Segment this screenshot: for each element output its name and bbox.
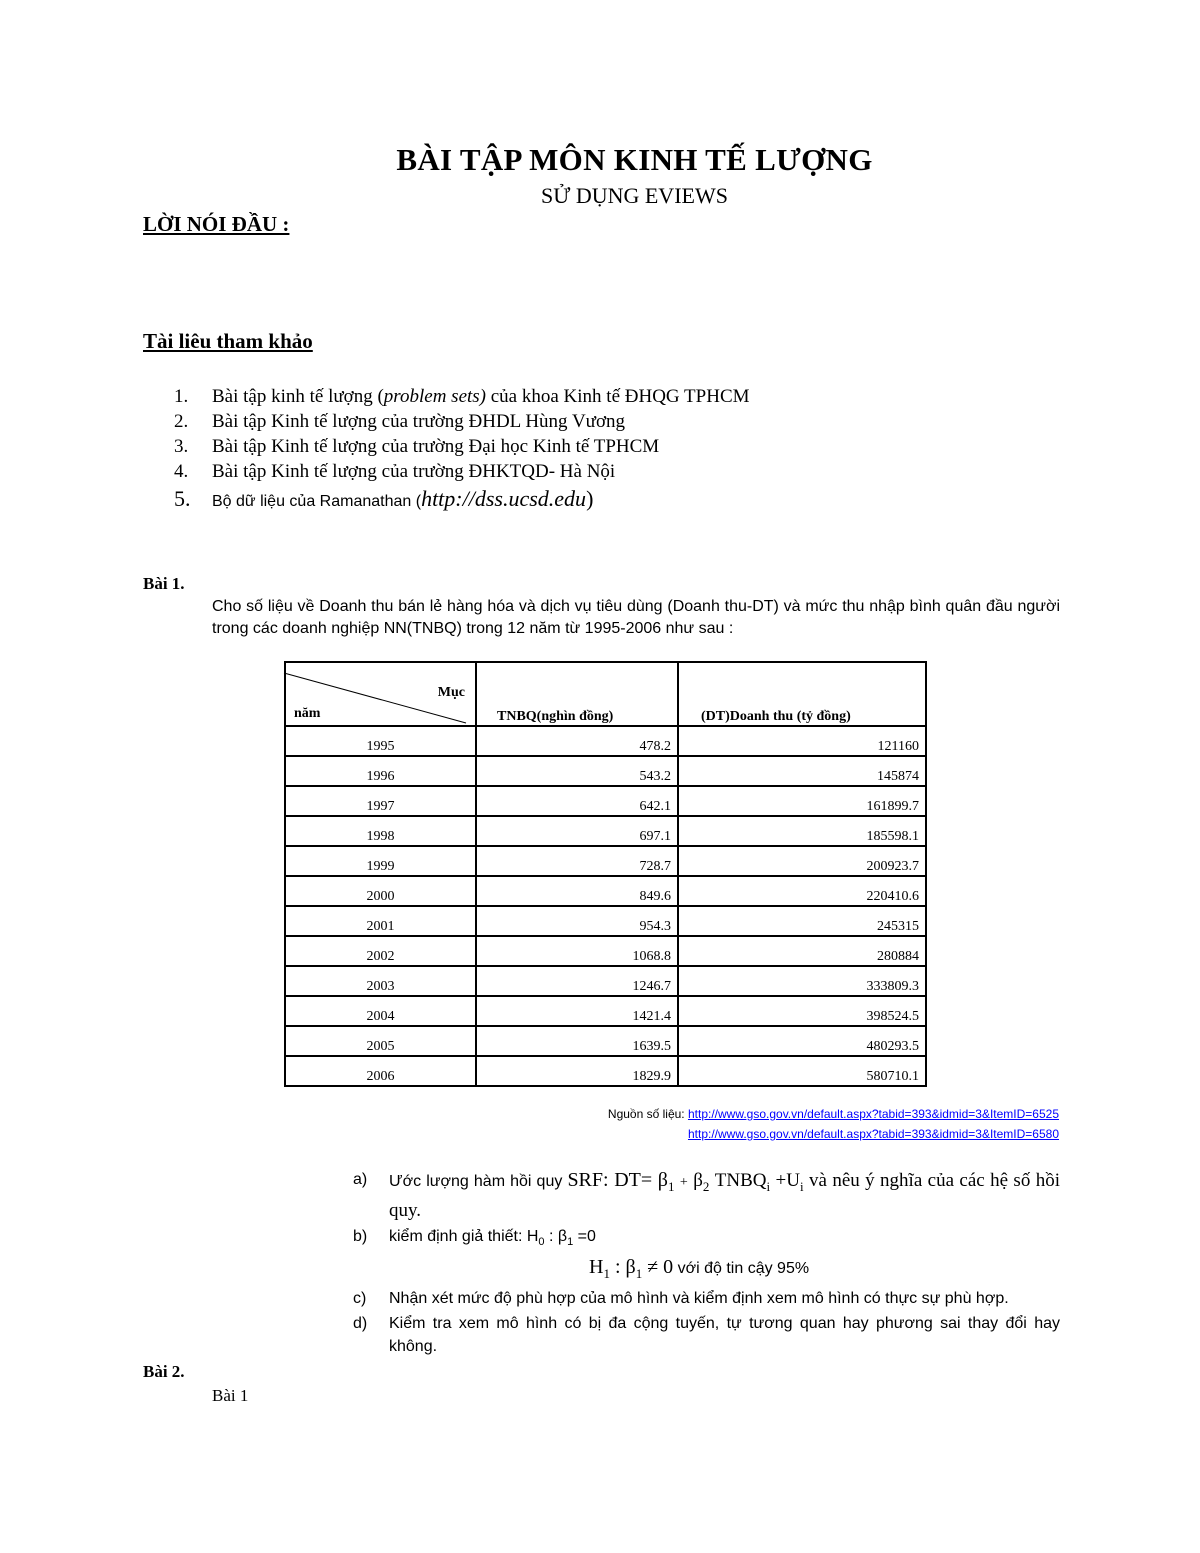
- task-d-text: Kiểm tra xem mô hình có bị đa cộng tuyến, tự tương quan hay phương sai thay đổi hay không.: [389, 1314, 1060, 1355]
- reference-item: [174, 484, 750, 514]
- data-table: [284, 661, 927, 1087]
- dt-cell: 333809.3: [678, 966, 926, 996]
- dt-cell: 185598.1: [678, 816, 926, 846]
- task-list: [353, 1168, 1060, 1358]
- tnbq-cell: 1068.8: [476, 936, 678, 966]
- dt-cell: 480293.5: [678, 1026, 926, 1056]
- exercise-2-label: Bài 2.: [143, 1362, 185, 1381]
- reference-item: [174, 434, 750, 459]
- dt-cell: 398524.5: [678, 996, 926, 1026]
- h1-symbol: H: [589, 1255, 604, 1278]
- table-row: [285, 816, 926, 846]
- table-row: [285, 786, 926, 816]
- data-source: [608, 1104, 1059, 1144]
- year-cell: 2005: [285, 1026, 476, 1056]
- table-row: [285, 1056, 926, 1086]
- task-c-label: c): [353, 1289, 367, 1307]
- preface-heading: LỜI NÓI ĐẦU :: [143, 212, 290, 236]
- tnbq-cell: 1829.9: [476, 1056, 678, 1086]
- tnbq-cell: 849.6: [476, 876, 678, 906]
- task-a-formula: SRF: DT= β: [567, 1169, 668, 1191]
- dt-cell: 121160: [678, 726, 926, 756]
- table-row: [285, 726, 926, 756]
- dt-cell: 145874: [678, 756, 926, 786]
- dt-cell: 280884: [678, 936, 926, 966]
- tnbq-cell: 1421.4: [476, 996, 678, 1026]
- year-cell: 2000: [285, 876, 476, 906]
- tnbq-cell: 478.2: [476, 726, 678, 756]
- header-muc: Mục: [437, 685, 465, 700]
- task-b-h0: : β: [544, 1227, 568, 1245]
- reference-text-end: của khoa Kinh tế ĐHQG TPHCM: [486, 386, 750, 407]
- exercise-1-intro: Cho số liệu về Doanh thu bán lẻ hàng hóa và dịch vụ tiêu dùng (Doanh thu-DT) và mức thu nhập bình quân đầu người trong các doanh nghiệp NN(TNBQ) trong 12 năm từ 1995-2006 như sau :: [212, 598, 1060, 637]
- reference-italic: problem sets): [383, 386, 486, 407]
- reference-text: Bài tập Kinh tế lượng của trường Đại học Kinh tế TPHCM: [212, 436, 660, 457]
- reference-number: 3.: [174, 436, 189, 457]
- tnbq-cell: 954.3: [476, 906, 678, 936]
- header-tnbq: TNBQ(nghìn đồng): [476, 662, 678, 726]
- task-a-label: a): [353, 1171, 368, 1188]
- table-row: [285, 936, 926, 966]
- reference-text: Bài tập kinh tế lượng (: [212, 386, 384, 407]
- tnbq-cell: 543.2: [476, 756, 678, 786]
- tnbq-cell: 697.1: [476, 816, 678, 846]
- table-row: [285, 906, 926, 936]
- year-cell: 2004: [285, 996, 476, 1026]
- task-b-label: b): [353, 1227, 368, 1245]
- task-a: a) Ước lượng hàm hồi quy SRF: $DT= \beta_1 + \beta_2$ $TNBQ_i +U_i$ và nêu ý nghĩa của các hệ số hồi quy.: [353, 1169, 1061, 1221]
- document-subtitle: SỬ DỤNG EVIEWS: [541, 183, 728, 208]
- task-b-h1: $H_1$ : $\beta_1 \ne 0$ với độ tin cậy 95%: [589, 1255, 810, 1281]
- task-b: b) kiểm định giả thiết: $H_0$ : $\beta_1 =0$: [353, 1225, 1060, 1254]
- reference-item: [174, 459, 750, 484]
- year-cell: 2006: [285, 1056, 476, 1086]
- table-row: [285, 756, 926, 786]
- reference-text: Bài tập Kinh tế lượng của trường ĐHDL Hùng Vương: [212, 411, 626, 432]
- task-c-text: Nhận xét mức độ phù hợp của mô hình và kiểm định xem mô hình có thực sự phù hợp.: [389, 1289, 1009, 1307]
- document-title: BÀI TẬP MÔN KINH TẾ LƯỢNG: [396, 142, 873, 177]
- task-a-text: Ước lượng hàm hồi quy: [389, 1173, 568, 1190]
- dt-cell: 200923.7: [678, 846, 926, 876]
- h1-confidence: với độ tin cậy 95%: [673, 1259, 810, 1277]
- header-dt: (DT)Doanh thu (tỷ đồng): [678, 662, 926, 726]
- tnbq-cell: 728.7: [476, 846, 678, 876]
- task-a-formula-var: TNBQ: [709, 1170, 767, 1191]
- source-link-2[interactable]: http://www.gso.gov.vn/default.aspx?tabid=393&idmid=3&ItemID=6580: [687, 1127, 1059, 1141]
- dt-cell: 220410.6: [678, 876, 926, 906]
- exercise-1-label: Bài 1.: [143, 574, 185, 593]
- dt-cell: 580710.1: [678, 1056, 926, 1086]
- table-header-row: [285, 662, 926, 726]
- reference-item: [174, 409, 750, 434]
- year-cell: 1998: [285, 816, 476, 846]
- task-b-text: kiểm định giả thiết: H: [389, 1227, 539, 1245]
- table-row: [285, 966, 926, 996]
- reference-close: ): [586, 486, 594, 511]
- tnbq-cell: 1246.7: [476, 966, 678, 996]
- task-c: [353, 1287, 1060, 1310]
- year-cell: 2002: [285, 936, 476, 966]
- table-row: [285, 876, 926, 906]
- dt-cell: 245315: [678, 906, 926, 936]
- h1-neq: ≠ 0: [642, 1255, 674, 1278]
- task-a-text-end: và nêu ý nghĩa của các hệ số hồi quy.: [389, 1170, 1061, 1221]
- reference-number: 5.: [174, 486, 191, 511]
- year-cell: 2003: [285, 966, 476, 996]
- diagonal-header-cell: [285, 662, 476, 726]
- reference-item: [174, 384, 750, 409]
- reference-number: 1.: [174, 386, 189, 407]
- dt-cell: 161899.7: [678, 786, 926, 816]
- year-cell: 1995: [285, 726, 476, 756]
- source-link-1[interactable]: http://www.gso.gov.vn/default.aspx?tabid=393&idmid=3&ItemID=6525: [687, 1107, 1059, 1121]
- year-cell: 1997: [285, 786, 476, 816]
- task-a-formula-error: +U: [770, 1170, 800, 1191]
- reference-text: Bộ dữ liệu của Ramanathan (: [212, 493, 422, 510]
- year-cell: 1996: [285, 756, 476, 786]
- h1-beta: : β: [609, 1255, 636, 1278]
- table-row: [285, 996, 926, 1026]
- table-row: [285, 1026, 926, 1056]
- references-list: [174, 384, 750, 514]
- task-d-label: d): [353, 1314, 368, 1332]
- reference-url: http://dss.ucsd.edu: [421, 486, 587, 511]
- references-heading: Tài liêu tham khảo: [143, 329, 313, 353]
- year-cell: 1999: [285, 846, 476, 876]
- year-cell: 2001: [285, 906, 476, 936]
- reference-number: 2.: [174, 411, 189, 432]
- task-d: [353, 1312, 1060, 1358]
- exercise-2-body: Bài 1: [212, 1386, 249, 1405]
- task-b-h0-end: =0: [573, 1227, 596, 1245]
- source-label: Nguồn số liệu:: [607, 1107, 688, 1121]
- table-row: [285, 846, 926, 876]
- tnbq-cell: 1639.5: [476, 1026, 678, 1056]
- tnbq-cell: 642.1: [476, 786, 678, 816]
- reference-number: 4.: [174, 461, 189, 482]
- header-nam: năm: [294, 706, 321, 721]
- reference-text: Bài tập Kinh tế lượng của trường ĐHKTQD- Hà Nội: [212, 461, 616, 482]
